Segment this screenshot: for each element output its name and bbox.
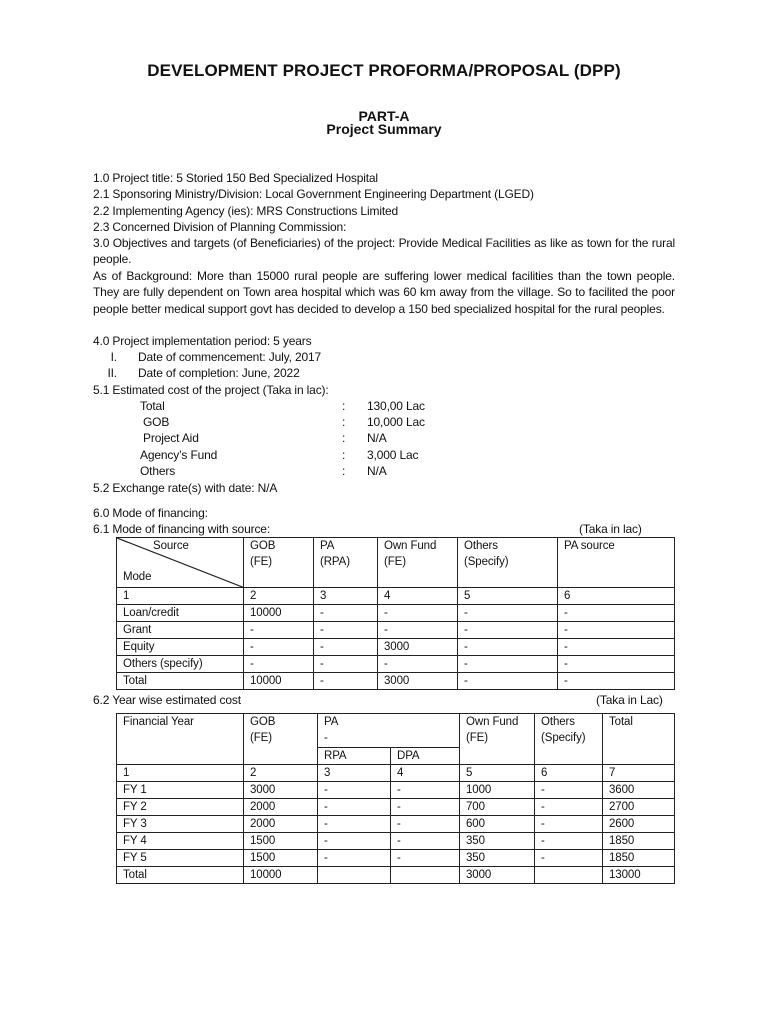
- cell: 1500: [244, 833, 318, 850]
- cell: -: [378, 622, 458, 639]
- cost-colon: :: [342, 399, 346, 413]
- cell: -: [314, 673, 378, 690]
- cost-row-others: [93, 463, 493, 479]
- cell: -: [244, 622, 314, 639]
- col-number: 1: [117, 588, 244, 605]
- roman-numeral: II.: [107, 366, 117, 380]
- cell: 3600: [603, 782, 675, 799]
- cell: -: [458, 639, 558, 656]
- cell: -: [314, 605, 378, 622]
- date-completion: [93, 365, 493, 381]
- cell: 2600: [603, 816, 675, 833]
- cell: FY 5: [117, 850, 244, 867]
- header-pa-source: PA source: [558, 538, 675, 588]
- source-mode-header: [117, 538, 244, 588]
- part-label: PART-A: [358, 108, 410, 124]
- cell: -: [318, 816, 391, 833]
- table-row-total: [117, 673, 675, 690]
- table-row: [117, 850, 675, 867]
- cell: -: [535, 782, 603, 799]
- cell: -: [318, 799, 391, 816]
- cell: 10000: [244, 605, 314, 622]
- background-paragraph: As of Background: More than 15000 rural people are suffering lower medical facilities than the town people. They are fully dependent on Town area hospital which was 60 km away from the village. So to facilited the poor people better medical support govt has decided to develop a 150 bed specialized hospital for the rural peoples.: [93, 269, 675, 316]
- cell: -: [314, 656, 378, 673]
- cell: -: [314, 639, 378, 656]
- mode-label: Mode: [123, 571, 152, 583]
- cell: -: [391, 782, 460, 799]
- cell: 1500: [244, 850, 318, 867]
- implementing-agency: 2.2 Implementing Agency (ies): MRS Constructions Limited: [93, 204, 399, 218]
- header-others: Others (Specify): [535, 714, 603, 765]
- cell: 3000: [244, 782, 318, 799]
- col-number: 3: [318, 765, 391, 782]
- table-row: [117, 639, 675, 656]
- cell: Grant: [117, 622, 244, 639]
- cell: Total: [117, 867, 244, 884]
- column-number-row: [117, 765, 675, 782]
- cell: -: [535, 833, 603, 850]
- cost-colon: :: [342, 464, 346, 478]
- cell: -: [458, 656, 558, 673]
- section-subtitle: Project Summary: [326, 121, 442, 137]
- cell: 2000: [244, 799, 318, 816]
- cost-row-project-aid: [93, 430, 493, 446]
- table-row-total: [117, 867, 675, 884]
- date-commencement: [93, 349, 493, 365]
- table-row: [117, 656, 675, 673]
- col-number: 5: [460, 765, 535, 782]
- cost-row-agency-fund: [93, 447, 493, 463]
- year-wise-unit-label: (Taka in Lac): [596, 693, 663, 707]
- cost-label: Agency’s Fund: [140, 448, 218, 462]
- table-row: [117, 622, 675, 639]
- cell: -: [314, 622, 378, 639]
- header-own-fund: Own Fund (FE): [378, 538, 458, 588]
- col-number: 2: [244, 765, 318, 782]
- cell: [391, 867, 460, 884]
- date-text: Date of completion: June, 2022: [138, 366, 300, 380]
- cell: -: [558, 673, 675, 690]
- table-row: [117, 799, 675, 816]
- cell: Total: [117, 673, 244, 690]
- roman-numeral: I.: [110, 350, 117, 364]
- cost-value: N/A: [367, 464, 387, 478]
- col-number: 1: [117, 765, 244, 782]
- col-number: 4: [391, 765, 460, 782]
- cell: -: [458, 622, 558, 639]
- cost-colon: :: [342, 415, 346, 429]
- cell: 700: [460, 799, 535, 816]
- cell: 3000: [378, 639, 458, 656]
- cost-label: GOB: [143, 415, 170, 429]
- cell: -: [558, 656, 675, 673]
- financing-table: [116, 537, 675, 690]
- header-gob: GOB (FE): [244, 714, 318, 765]
- header-total: Total: [603, 714, 675, 765]
- financing-header-row: [117, 538, 675, 588]
- cell: -: [244, 639, 314, 656]
- cell: -: [391, 850, 460, 867]
- date-text: Date of commencement: July, 2017: [138, 350, 322, 364]
- col-number: 5: [458, 588, 558, 605]
- project-title: 1.0 Project title: 5 Storied 150 Bed Specialized Hospital: [93, 171, 378, 185]
- cell: 2000: [244, 816, 318, 833]
- header-pa: PA (RPA): [314, 538, 378, 588]
- cost-value: 130,00 Lac: [367, 399, 425, 413]
- cell: 1850: [603, 833, 675, 850]
- cell: Others (specify): [117, 656, 244, 673]
- cell: 10000: [244, 673, 314, 690]
- sponsoring-ministry: 2.1 Sponsoring Ministry/Division: Local Government Engineering Department (LGED): [93, 187, 534, 201]
- header-financial-year: Financial Year: [117, 714, 244, 765]
- cost-value: 3,000 Lac: [367, 448, 419, 462]
- yearwise-header-row-1: [117, 714, 675, 748]
- yearwise-table: [116, 713, 675, 884]
- year-wise-heading: 6.2 Year wise estimated cost: [93, 693, 241, 707]
- cell: FY 3: [117, 816, 244, 833]
- col-number: 2: [244, 588, 314, 605]
- cost-label: Others: [140, 464, 176, 478]
- estimated-cost-heading: 5.1 Estimated cost of the project (Taka in lac):: [93, 383, 329, 397]
- table-row: [117, 816, 675, 833]
- cell: -: [391, 799, 460, 816]
- header-rpa: RPA: [318, 748, 391, 765]
- cell: -: [318, 782, 391, 799]
- table-row: [117, 782, 675, 799]
- cell: -: [535, 799, 603, 816]
- cell: 1000: [460, 782, 535, 799]
- cell: 350: [460, 833, 535, 850]
- cost-label: Total: [140, 399, 165, 413]
- col-number: 4: [378, 588, 458, 605]
- cell: 3000: [378, 673, 458, 690]
- cell: 3000: [460, 867, 535, 884]
- exchange-rate: 5.2 Exchange rate(s) with date: N/A: [93, 481, 278, 495]
- cost-label: Project Aid: [143, 431, 199, 445]
- cost-value: 10,000 Lac: [367, 415, 425, 429]
- cost-row-total: [93, 398, 493, 414]
- cell: -: [318, 833, 391, 850]
- cost-colon: :: [342, 448, 346, 462]
- cell: -: [378, 605, 458, 622]
- col-number: 3: [314, 588, 378, 605]
- column-number-row: [117, 588, 675, 605]
- cell: -: [391, 833, 460, 850]
- cell: 2700: [603, 799, 675, 816]
- cell: -: [378, 656, 458, 673]
- cell: -: [535, 850, 603, 867]
- table-row: [117, 833, 675, 850]
- implementation-period: 4.0 Project implementation period: 5 years: [93, 334, 312, 348]
- cell: 1850: [603, 850, 675, 867]
- cell: -: [558, 622, 675, 639]
- cell: -: [244, 656, 314, 673]
- cell: FY 2: [117, 799, 244, 816]
- cell: -: [458, 673, 558, 690]
- header-dpa: DPA: [391, 748, 460, 765]
- cell: FY 1: [117, 782, 244, 799]
- objectives-paragraph: 3.0 Objectives and targets (of Beneficiaries) of the project: Provide Medical Facilities as like as town for the rural people.: [93, 236, 675, 267]
- cell: -: [558, 605, 675, 622]
- mode-of-financing-heading: 6.0 Mode of financing:: [93, 506, 208, 520]
- cell: 13000: [603, 867, 675, 884]
- cost-row-gob: [93, 414, 493, 430]
- col-number: 7: [603, 765, 675, 782]
- header-own-fund: Own Fund (FE): [460, 714, 535, 765]
- cell: -: [535, 816, 603, 833]
- cell: 350: [460, 850, 535, 867]
- cell: 10000: [244, 867, 318, 884]
- col-number: 6: [558, 588, 675, 605]
- cell: Loan/credit: [117, 605, 244, 622]
- planning-division: 2.3 Concerned Division of Planning Commission:: [93, 220, 347, 234]
- header-others: Others (Specify): [458, 538, 558, 588]
- financing-unit-label: (Taka in lac): [579, 522, 642, 536]
- cell: Equity: [117, 639, 244, 656]
- header-gob: GOB (FE): [244, 538, 314, 588]
- cell: -: [458, 605, 558, 622]
- cell: [535, 867, 603, 884]
- source-label: Source: [153, 540, 189, 552]
- cell: [318, 867, 391, 884]
- document-title: DEVELOPMENT PROJECT PROFORMA/PROPOSAL (DPP): [147, 61, 621, 80]
- cost-value: N/A: [367, 431, 387, 445]
- cell: FY 4: [117, 833, 244, 850]
- col-number: 6: [535, 765, 603, 782]
- table-row: [117, 605, 675, 622]
- cell: -: [391, 816, 460, 833]
- cell: -: [318, 850, 391, 867]
- cell: -: [558, 639, 675, 656]
- header-pa: PA -: [318, 714, 460, 748]
- cost-colon: :: [342, 431, 346, 445]
- cell: 600: [460, 816, 535, 833]
- mode-with-source-heading: 6.1 Mode of financing with source:: [93, 522, 271, 536]
